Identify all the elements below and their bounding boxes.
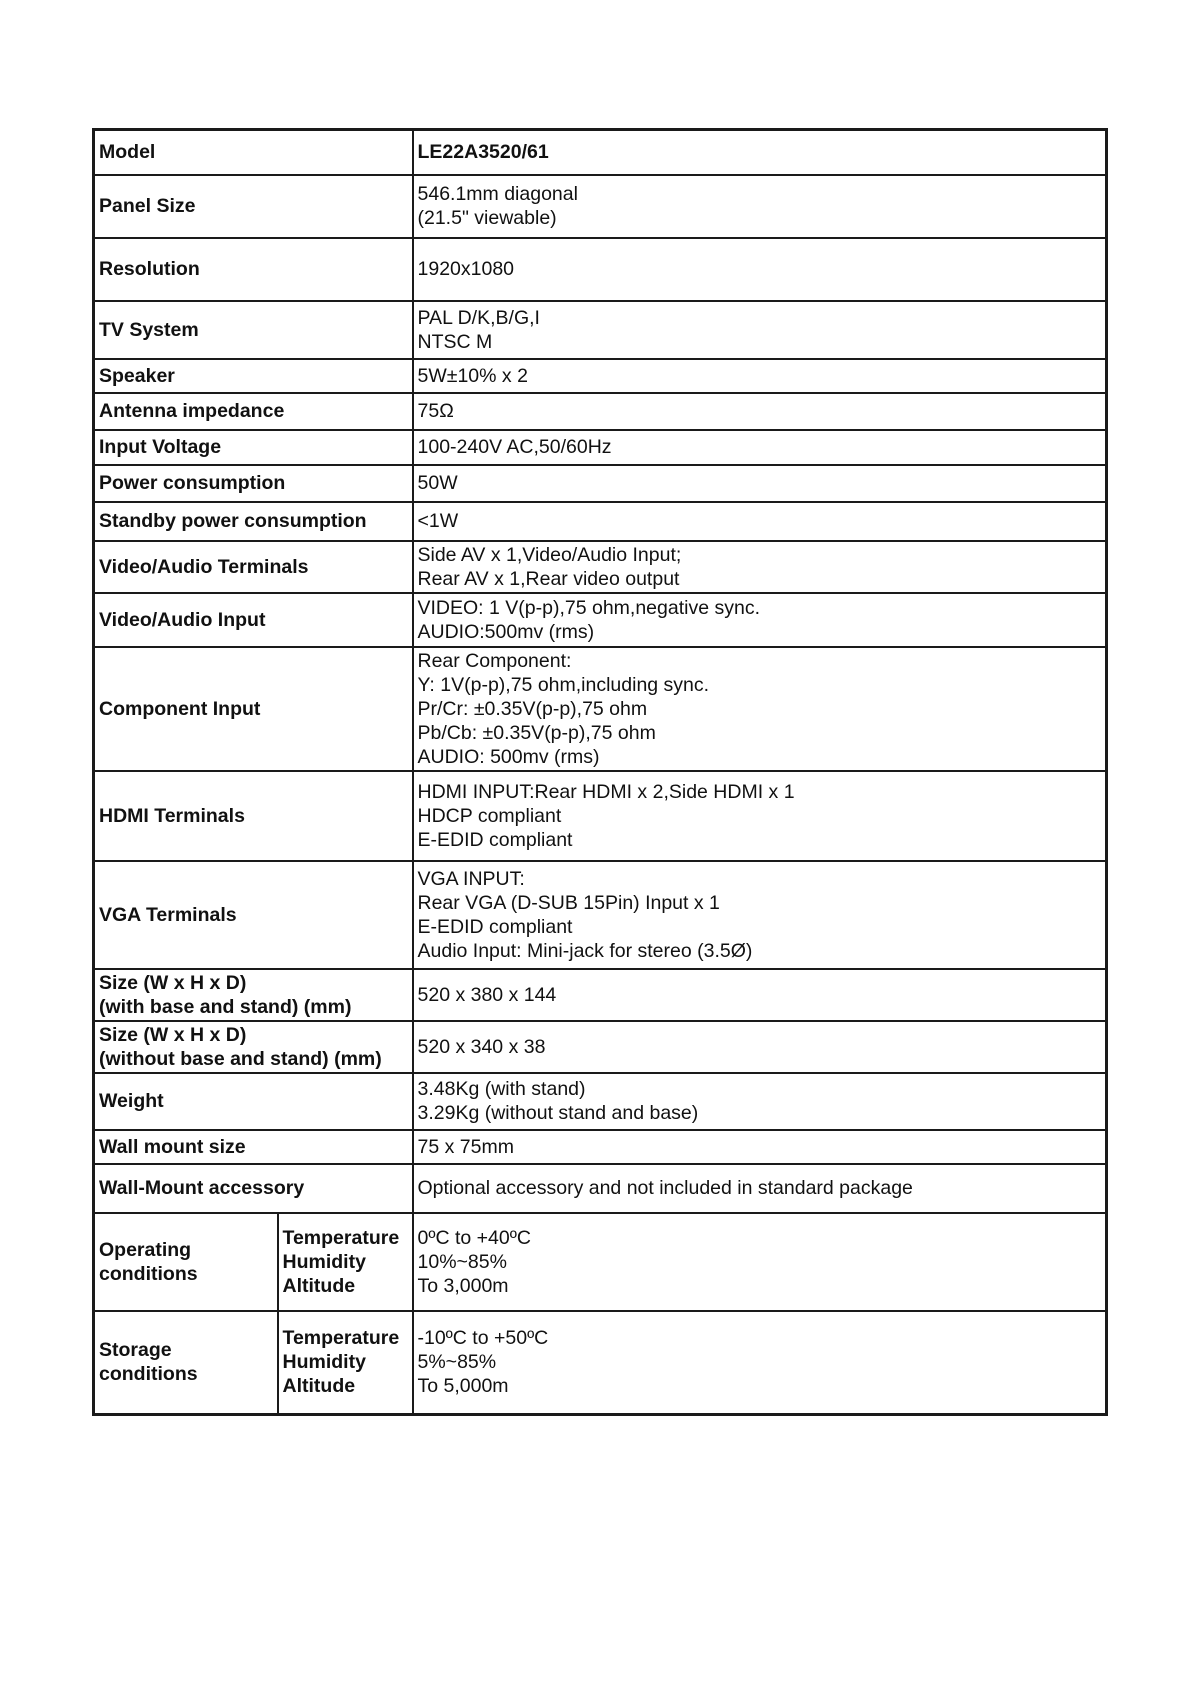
spec-label: Size (W x H x D) (with base and stand) (mm) bbox=[94, 969, 413, 1021]
spec-label: Weight bbox=[94, 1073, 413, 1130]
spec-row bbox=[94, 359, 1107, 393]
spec-label: Power consumption bbox=[94, 465, 413, 502]
spec-value: Optional accessory and not included in standard package bbox=[413, 1164, 1107, 1213]
spec-value: Rear Component: Y: 1V(p-p),75 ohm,including sync. Pr/Cr: ±0.35V(p-p),75 ohm Pb/Cb: ±0.35V(p-p),75 ohm AUDIO: 500mv (rms) bbox=[413, 647, 1107, 771]
spec-row bbox=[94, 502, 1107, 541]
spec-value: 520 x 380 x 144 bbox=[413, 969, 1107, 1021]
spec-value: 75 x 75mm bbox=[413, 1130, 1107, 1164]
spec-label: HDMI Terminals bbox=[94, 771, 413, 861]
spec-row bbox=[94, 593, 1107, 647]
spec-label: Antenna impedance bbox=[94, 393, 413, 430]
conditions-params: Temperature Humidity Altitude bbox=[278, 1311, 413, 1415]
spec-value: 520 x 340 x 38 bbox=[413, 1021, 1107, 1073]
spec-label: Speaker bbox=[94, 359, 413, 393]
spec-value: HDMI INPUT:Rear HDMI x 2,Side HDMI x 1 HDCP compliant E-EDID compliant bbox=[413, 771, 1107, 861]
spec-value: PAL D/K,B/G,I NTSC M bbox=[413, 301, 1107, 359]
spec-value: 1920x1080 bbox=[413, 238, 1107, 301]
spec-value: LE22A3520/61 bbox=[413, 130, 1107, 175]
conditions-values: 0ºC to +40ºC 10%~85% To 3,000m bbox=[413, 1213, 1107, 1311]
spec-value: 75Ω bbox=[413, 393, 1107, 430]
spec-table bbox=[92, 128, 1108, 1416]
spec-label: Panel Size bbox=[94, 175, 413, 238]
conditions-row bbox=[94, 1311, 1107, 1415]
spec-label: Wall-Mount accessory bbox=[94, 1164, 413, 1213]
spec-value: <1W bbox=[413, 502, 1107, 541]
spec-value: VIDEO: 1 V(p-p),75 ohm,negative sync. AUDIO:500mv (rms) bbox=[413, 593, 1107, 647]
spec-label: Size (W x H x D) (without base and stand) (mm) bbox=[94, 1021, 413, 1073]
spec-value: 50W bbox=[413, 465, 1107, 502]
spec-row bbox=[94, 861, 1107, 969]
spec-value: 3.48Kg (with stand) 3.29Kg (without stand and base) bbox=[413, 1073, 1107, 1130]
conditions-values: -10ºC to +50ºC 5%~85% To 5,000m bbox=[413, 1311, 1107, 1415]
spec-label: Model bbox=[94, 130, 413, 175]
spec-row bbox=[94, 1021, 1107, 1073]
spec-row bbox=[94, 393, 1107, 430]
spec-value: 546.1mm diagonal (21.5" viewable) bbox=[413, 175, 1107, 238]
spec-value: 5W±10% x 2 bbox=[413, 359, 1107, 393]
spec-label: TV System bbox=[94, 301, 413, 359]
spec-label: VGA Terminals bbox=[94, 861, 413, 969]
spec-value: VGA INPUT: Rear VGA (D-SUB 15Pin) Input x 1 E-EDID compliant Audio Input: Mini-jack for stereo (3.5Ø) bbox=[413, 861, 1107, 969]
spec-row bbox=[94, 130, 1107, 175]
spec-label: Resolution bbox=[94, 238, 413, 301]
spec-label: Wall mount size bbox=[94, 1130, 413, 1164]
conditions-label: Operating conditions bbox=[94, 1213, 278, 1311]
spec-row bbox=[94, 1164, 1107, 1213]
conditions-label: Storage conditions bbox=[94, 1311, 278, 1415]
spec-row bbox=[94, 430, 1107, 465]
conditions-params: Temperature Humidity Altitude bbox=[278, 1213, 413, 1311]
spec-label: Component Input bbox=[94, 647, 413, 771]
spec-row bbox=[94, 1130, 1107, 1164]
spec-row bbox=[94, 771, 1107, 861]
spec-label: Standby power consumption bbox=[94, 502, 413, 541]
conditions-row bbox=[94, 1213, 1107, 1311]
spec-row bbox=[94, 969, 1107, 1021]
spec-value: 100-240V AC,50/60Hz bbox=[413, 430, 1107, 465]
spec-row bbox=[94, 301, 1107, 359]
spec-row bbox=[94, 541, 1107, 593]
spec-row bbox=[94, 647, 1107, 771]
spec-row bbox=[94, 238, 1107, 301]
spec-label: Input Voltage bbox=[94, 430, 413, 465]
spec-row bbox=[94, 465, 1107, 502]
spec-label: Video/Audio Input bbox=[94, 593, 413, 647]
spec-row bbox=[94, 175, 1107, 238]
spec-label: Video/Audio Terminals bbox=[94, 541, 413, 593]
spec-value: Side AV x 1,Video/Audio Input; Rear AV x 1,Rear video output bbox=[413, 541, 1107, 593]
spec-row bbox=[94, 1073, 1107, 1130]
